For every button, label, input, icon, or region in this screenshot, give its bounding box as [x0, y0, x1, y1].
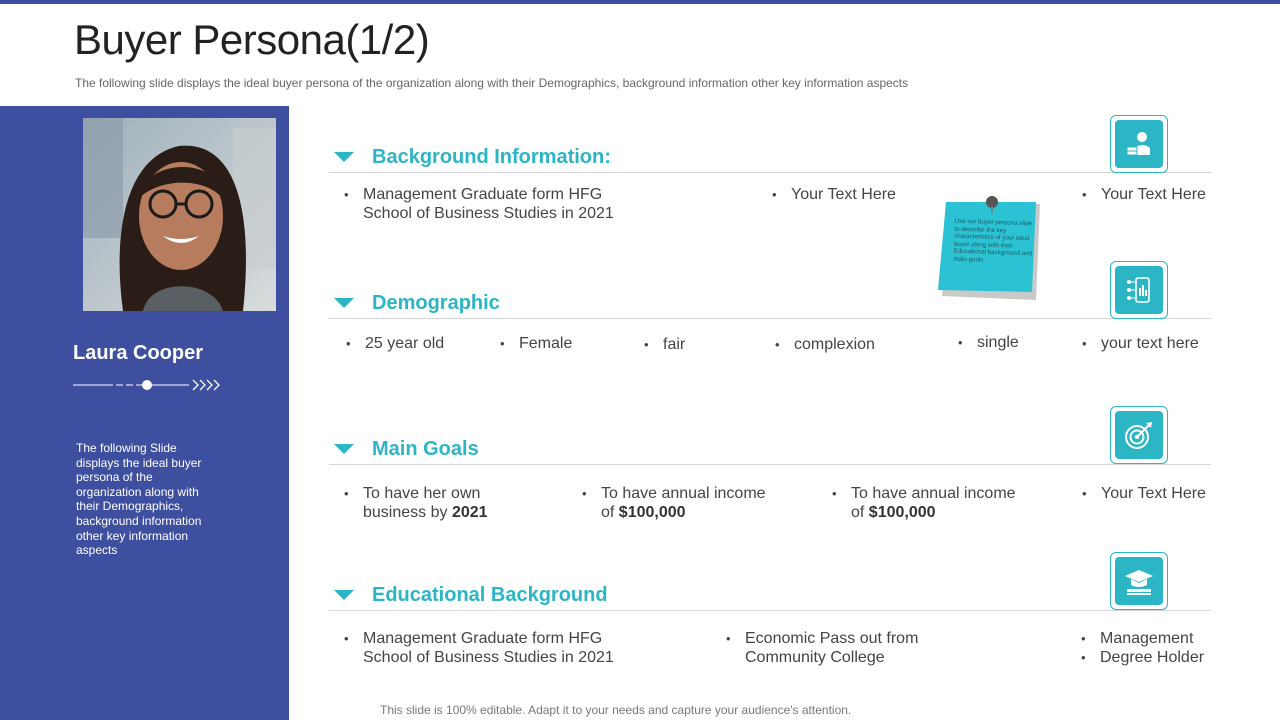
section-title: Educational Background	[372, 583, 608, 606]
mobile-profile-icon	[1110, 261, 1168, 319]
list-item: • Your Text Here	[1082, 484, 1232, 503]
list-item: • Management	[1081, 629, 1241, 648]
section-divider	[329, 318, 1211, 319]
triangle-down-icon	[334, 444, 354, 454]
list-item: • complexion	[775, 335, 875, 354]
section-title: Background Information:	[372, 145, 611, 168]
list-item: • fair	[644, 335, 685, 354]
list-item: • Degree Holder	[1081, 648, 1241, 667]
section-title: Main Goals	[372, 437, 479, 460]
list-item: • Your Text Here	[1082, 185, 1232, 204]
list-item: • To have her own business by 2021	[344, 484, 534, 522]
list-item: • your text here	[1082, 334, 1199, 353]
persona-portrait-image	[83, 118, 276, 311]
section-goals-header	[334, 437, 479, 461]
triangle-down-icon	[334, 152, 354, 162]
persona-name: Laura Cooper	[73, 342, 204, 364]
list-item: • Female	[500, 334, 572, 353]
list-item: • To have annual income of $100,000	[832, 484, 1032, 522]
footer-note: This slide is 100% editable. Adapt it to your needs and capture your audience's attention.	[380, 703, 852, 717]
page-subtitle: The following slide displays the ideal buyer persona of the organization along with their Demographics, background information other key information aspects	[75, 76, 909, 90]
section-background-header	[334, 145, 611, 169]
list-item: • Your Text Here	[772, 185, 952, 204]
sticky-note-text: Use our buyer persona slide to describe the key characteristics of your ideal buyer along with their Educational background and main goals	[953, 217, 1033, 264]
list-item: • Management Graduate form HFG School of Business Studies in 2021	[344, 185, 644, 223]
businessman-icon	[1110, 115, 1168, 173]
section-demographic-header	[334, 291, 500, 315]
section-title: Demographic	[372, 291, 500, 314]
persona-description: The following Slide displays the ideal buyer persona of the organization along with their Demographics, background information other key information aspects	[76, 441, 202, 558]
progress-slider-decoration	[73, 377, 233, 393]
section-divider	[329, 172, 1211, 173]
list-item: • Economic Pass out from Community College	[726, 629, 956, 667]
page-title: Buyer Persona(1/2)	[74, 16, 430, 63]
section-education-header	[334, 583, 608, 607]
list-item: • Management Graduate form HFG School of Business Studies in 2021	[344, 629, 644, 667]
list-item: • To have annual income of $100,000	[582, 484, 782, 522]
triangle-down-icon	[334, 298, 354, 308]
list-item: • single	[958, 333, 1019, 352]
triangle-down-icon	[334, 590, 354, 600]
section-divider	[329, 610, 1211, 611]
section-divider	[329, 464, 1211, 465]
graduation-cap-icon	[1110, 552, 1168, 610]
persona-photo	[83, 118, 276, 311]
target-icon	[1110, 406, 1168, 464]
list-item: • 25 year old	[346, 334, 444, 353]
top-accent-bar	[0, 0, 1280, 4]
